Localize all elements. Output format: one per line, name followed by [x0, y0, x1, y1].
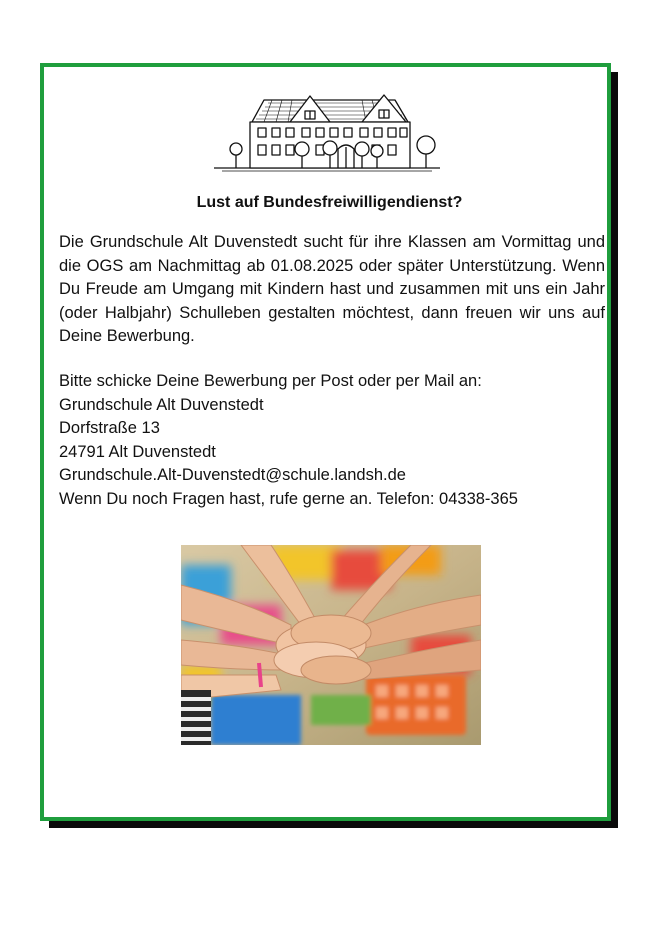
email-address[interactable]: Grundschule.Alt-Duvenstedt@schule.landsh.de	[59, 466, 406, 485]
school-building-icon	[212, 91, 444, 173]
contact-block	[59, 370, 605, 512]
call-to-action: Bitte schicke Deine Bewerbung per Post oder per Mail an:	[59, 372, 482, 390]
school-name: Grundschule Alt Duvenstedt	[59, 395, 264, 414]
street-address: Dorfstraße 13	[59, 419, 160, 438]
headline: Lust auf Bundesfreiwilligendienst?	[196, 194, 463, 211]
stacked-hands-photo	[181, 545, 481, 745]
phone-line: Wenn Du noch Fragen hast, rufe gerne an. Telefon: 04338-365	[59, 489, 518, 508]
intro-paragraph: Die Grundschule Alt Duvenstedt sucht für ihre Klassen am Vormittag und die OGS am Nachmittag ab 01.08.2025 oder später Unterstützung. Wenn Du Freude am Umgang mit Kindern hast und zusammen mit uns ein Jahr (oder Halbjahr) Schulleben gestalten möchtest, dann freuen wir uns auf Deine Bewerbung.	[59, 233, 605, 345]
flyer-card	[40, 63, 611, 821]
city-address: 24791 Alt Duvenstedt	[59, 442, 216, 461]
